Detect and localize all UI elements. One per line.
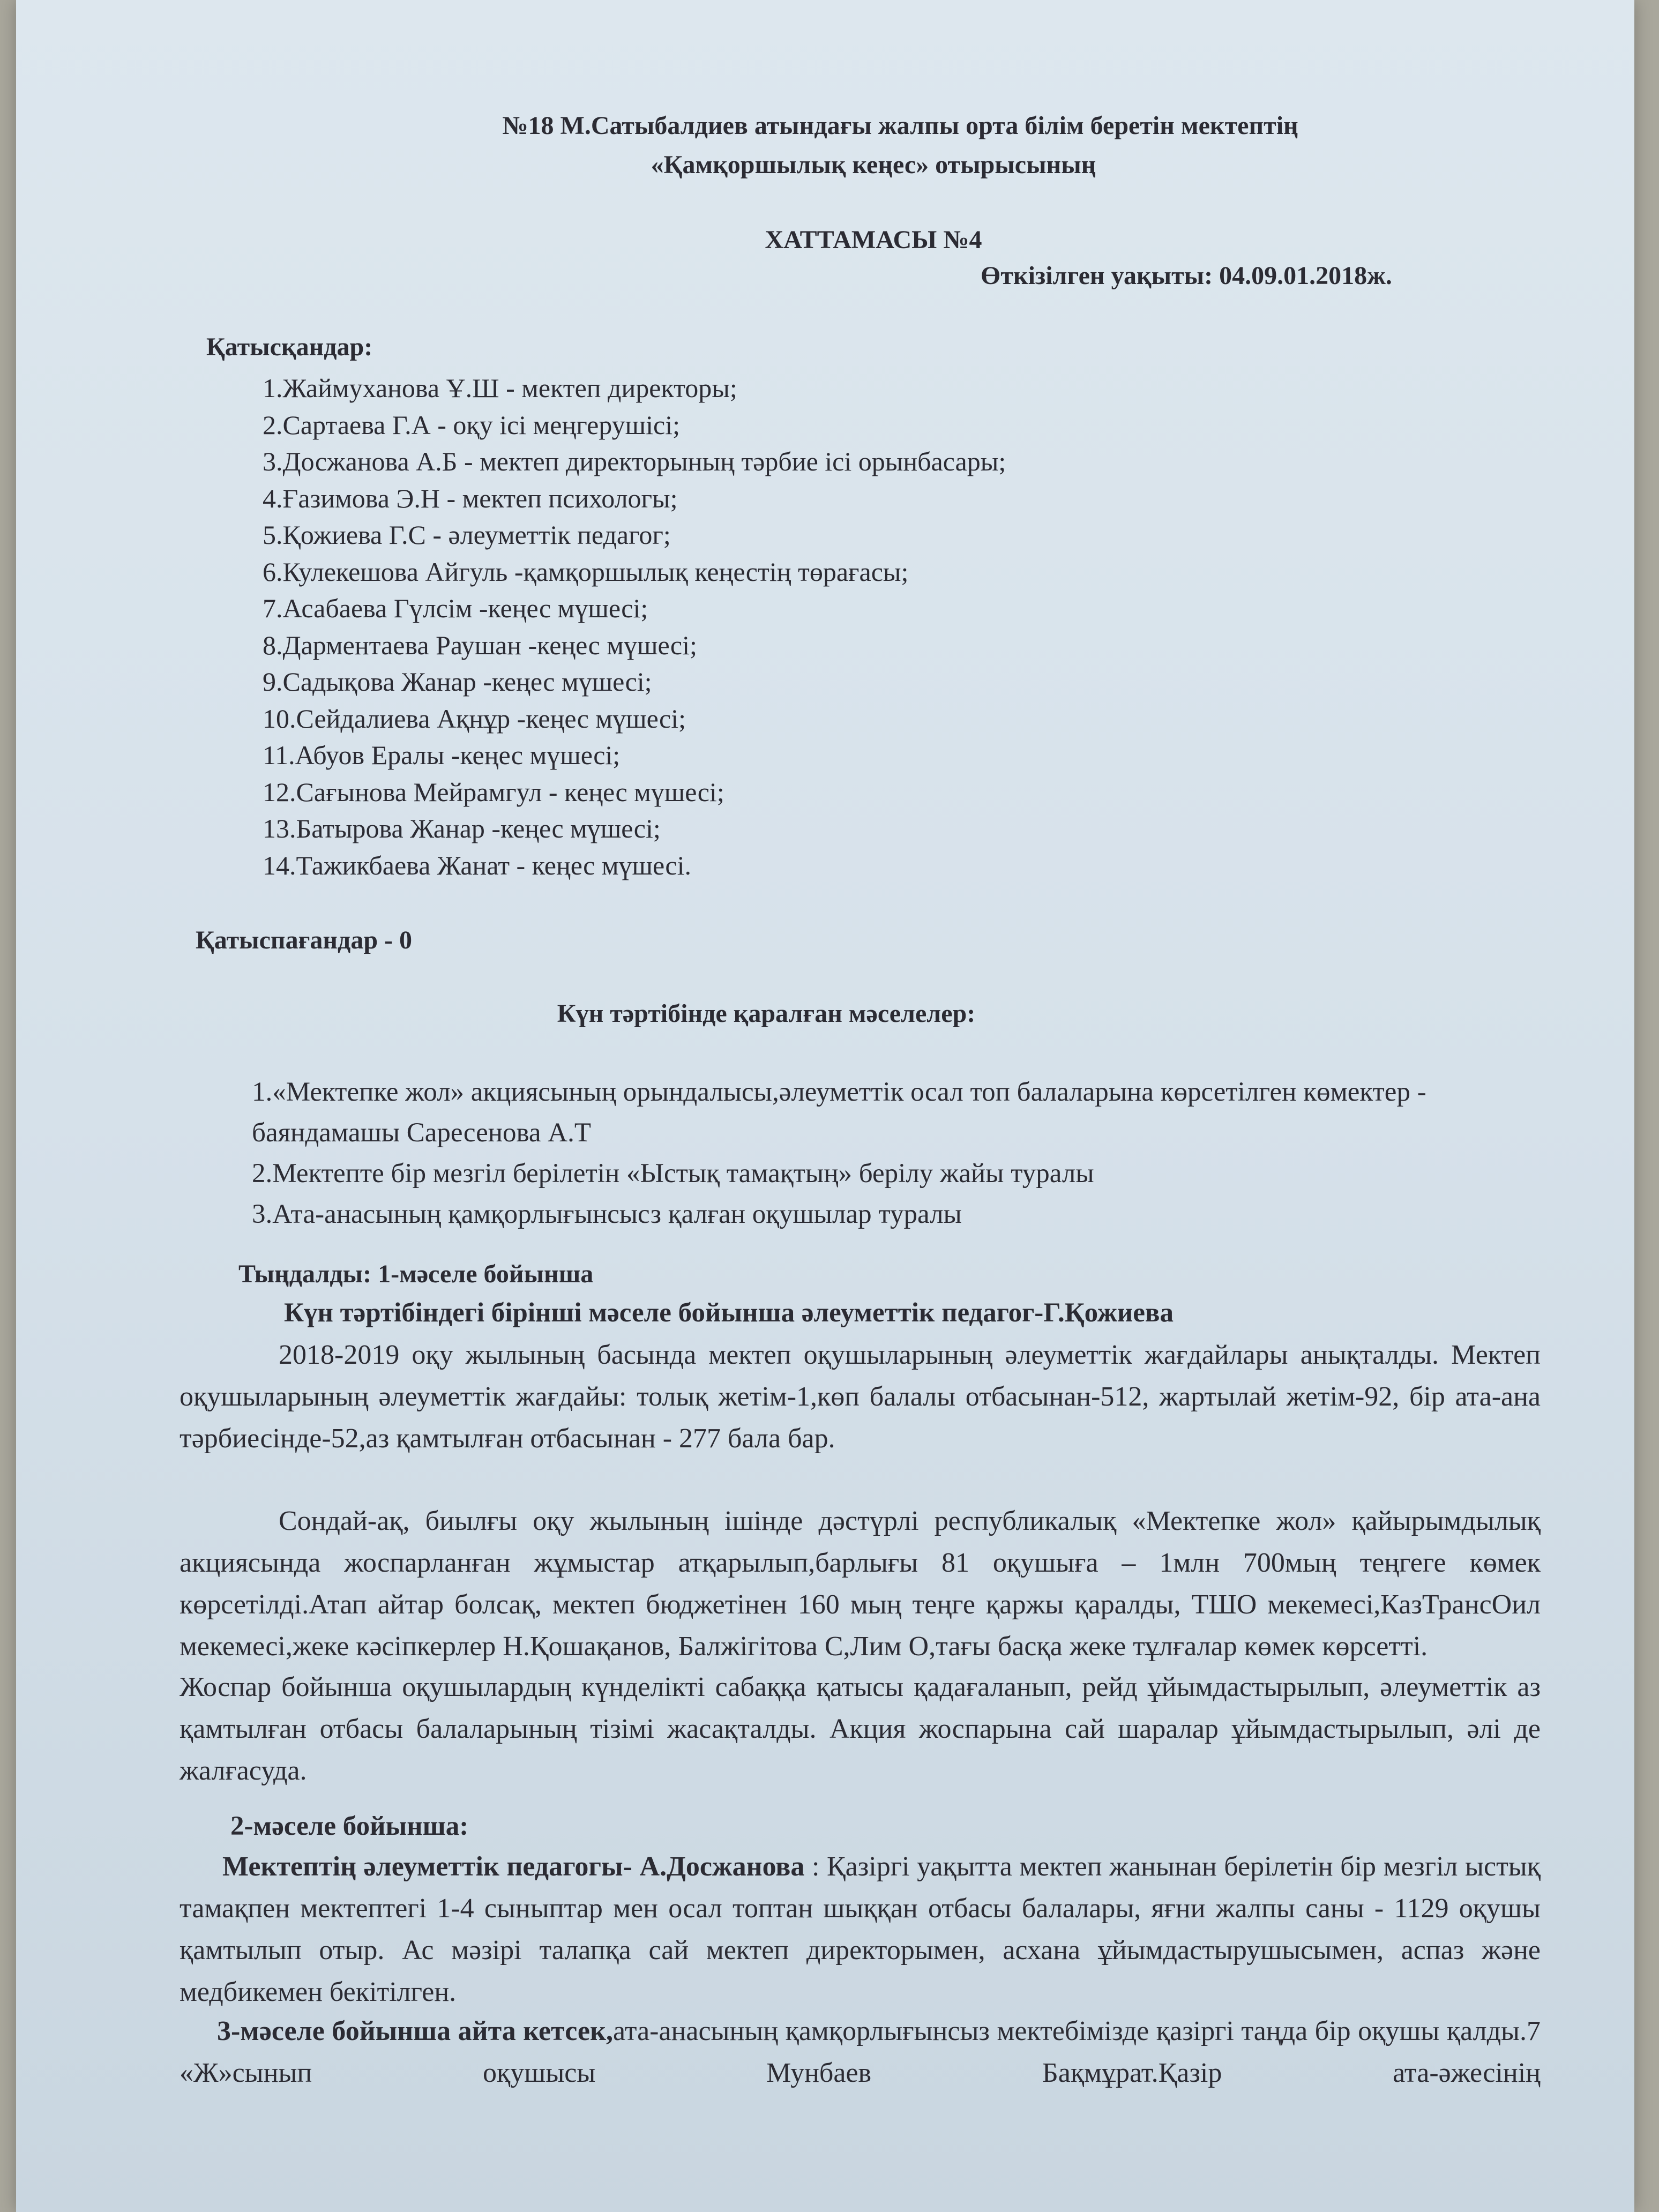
participant-item: 13.Батырова Жанар -кеңес мүшесі;	[263, 813, 661, 843]
meeting-date: Өткізілген уақыты: 04.09.01.2018ж.	[981, 261, 1392, 290]
participants-heading: Қатысқандар:	[206, 333, 373, 361]
participant-item: 1.Жаймуханова Ұ.Ш - мектеп директоры;	[263, 373, 737, 403]
header-line-2: «Қамқоршылық кеңес» отырысының	[651, 151, 1096, 179]
agenda-item: 3.Ата-анасының қамқорлығынсысз қалған оқушылар туралы	[252, 1199, 962, 1229]
section2-text: : Қазіргі уақытта мектеп жанынан берілетін бір мезгіл ыстық тамақпен мектептегі 1-4 сыныптар мен осал топтан шыққан отбасы балалары, яғни жалпы саны - 1129 оқушы қамтылып отыр. Ас мәзірі талапқа сай мектеп директорымен, асхана ұйымдастырушысымен, аспаз және медбикемен бекітілген.	[180, 1851, 1541, 2007]
section1-subheading: Күн тәртібіндегі бірінші мәселе бойынша әлеуметтік педагог-Г.Қожиева	[284, 1298, 1174, 1328]
section1-paragraph-2: Сондай-ақ, биылғы оқу жылының ішінде дәстүрлі республикалық «Мектепке жол» қайырымдылық акциясында жоспарланған жұмыстар атқарылып,барлығы 81 оқушыға – 1млн 700мың теңгеге көмек көрсетілді.Атап айтар болсақ, мектеп бюджетінен 160 мың теңге қаржы қаралды, ТШО мекемесі,КазТрансОил мекемесі,жеке кәсіпкерлер Н.Қошақанов, Балжігітова С,Лим О,тағы басқа жеке тұлғалар көмек көрсетті.	[180, 1506, 1541, 1662]
participant-item: 9.Садықова Жанар -кеңес мүшесі;	[263, 667, 652, 697]
participant-item: 4.Ғазимова Э.Н - мектеп психологы;	[263, 483, 678, 513]
participant-item: 7.Асабаева Гүлсім -кеңес мүшесі;	[263, 593, 648, 623]
section2-heading: 2-мәселе бойынша:	[230, 1811, 469, 1841]
participant-item: 3.Досжанова А.Б - мектеп директорының тәрбие ісі орынбасары;	[263, 446, 1006, 476]
participant-item: 14.Тажикбаева Жанат - кеңес мүшесі.	[263, 850, 691, 880]
section1-paragraph-1: 2018-2019 оқу жылының басында мектеп оқушыларының әлеуметтік жағдайлары анықталды. Мектеп оқушыларының әлеуметтік жағдайы: толық жетім-1,көп балалы отбасынан-512, жартылай жетім-92, бір ата-ана тәрбиесінде-52,аз қамтылған отбасынан - 277 бала бар.	[180, 1340, 1541, 1454]
absent-count: Қатыспағандар - 0	[196, 926, 412, 954]
section2-paragraph	[180, 1846, 1541, 2013]
document-page	[16, 0, 1634, 2212]
participant-item: 5.Қожиева Г.С - әлеуметтік педагог;	[263, 520, 671, 550]
agenda-item: 1.«Мектепке жол» акциясының орындалысы,әлеуметтік осал топ балаларына көрсетілген көмектер - баяндамашы Саресенова А.Т	[252, 1077, 1426, 1148]
participant-item: 8.Дарментаева Раушан -кеңес мүшесі;	[263, 630, 697, 660]
section1-heading: Тыңдалды: 1-мәселе бойынша	[238, 1260, 594, 1288]
section1-paragraph-3: Жоспар бойынша оқушылардың күнделікті сабаққа қатысы қадағаланып, рейд ұйымдастырылып, әлеуметтік аз қамтылған отбасы балаларының тізімі жасақталды. Акция жоспарына сай шаралар ұйымдастырылып, әлі де жалғасуда.	[180, 1672, 1541, 1786]
section3-lead: 3-мәселе бойынша айта кетсек,	[217, 2016, 613, 2046]
section2-speaker: Мектептің әлеуметтік педагогы- А.Досжанова	[222, 1851, 805, 1882]
participant-item: 6.Кулекешова Айгуль -қамқоршылық кеңестің төрағасы;	[263, 556, 909, 587]
agenda-heading: Күн тәртібінде қаралған мәселелер:	[557, 999, 976, 1028]
participant-item: 12.Сағынова Мейрамгул - кеңес мүшесі;	[263, 776, 724, 807]
agenda-item: 2.Мектепте бір мезгіл берілетін «Ыстық тамақтың» берілу жайы туралы	[252, 1159, 1094, 1189]
participant-item: 2.Сартаева Г.А - оқу ісі меңгерушісі;	[263, 409, 681, 440]
document-title: ХАТТАМАСЫ №4	[765, 226, 982, 254]
participant-item: 11.Абуов Ералы -кеңес мүшесі;	[263, 740, 621, 770]
section3-text: ата-анасының қамқорлығынсыз мектебімізде қазіргі таңда бір оқушы қалды.7 «Ж»сынып оқушысы Мунбаев Бақмұрат.Қазір ата-әжесінің	[180, 2016, 1541, 2088]
participant-item: 10.Сейдалиева Ақнұр -кеңес мүшесі;	[263, 703, 686, 734]
header-line-1: №18 М.Сатыбалдиев атындағы жалпы орта білім беретін мектептің	[502, 111, 1298, 140]
participants-list	[263, 370, 1006, 884]
agenda-list	[252, 1072, 1581, 1235]
section3-paragraph	[180, 2011, 1541, 2094]
